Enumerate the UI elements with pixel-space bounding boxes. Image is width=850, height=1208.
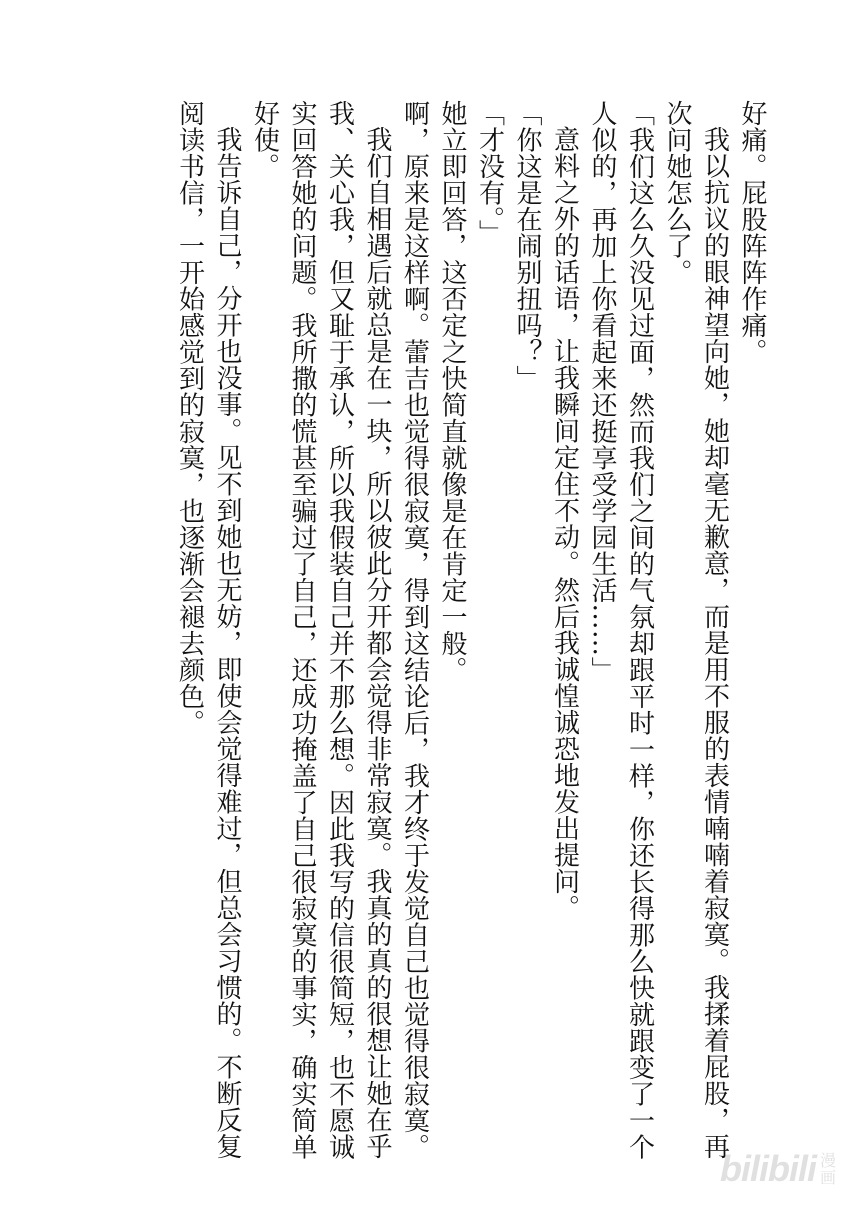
- paragraph: 「你这是在闹别扭吗？」: [512, 100, 542, 392]
- paragraph: 啊，原来是这样啊。蕾吉也觉得很寂寞，得到这结论后，我才终于发觉自己也觉得很寂寞。: [399, 100, 430, 1160]
- paragraph: 我以抗议的眼神望向她，她却毫无歉意，而是用不服的表情喃喃着寂寞。我揉着屁股，再次问她怎么了。: [662, 100, 730, 1160]
- paragraph: 「我们这么久没见过面，然而我们之间的气氛却跟平时一样，你还长得那么快就跟变了一个人似的，再加上你看起来还挺享受学园生活……」: [587, 100, 655, 1160]
- paragraph: 意料之外的话语，让我瞬间定住不动。然后我诚惶诚恐地发出提问。: [549, 126, 580, 921]
- paragraph: 我们自相遇后就总是在一块，所以彼此分开都会觉得非常寂寞。我真的真的很想让她在乎我、关心我，但又耻于承认，所以我假装自己并不那么想。因此我写的信很简短，也不愿诚实回答她的问题。我所撒的慌甚至骗过了自己，还成功掩盖了自己很寂寞的事实，确实简单好使。: [249, 100, 392, 1160]
- bilibili-manga-watermark: [720, 1148, 836, 1190]
- watermark-sub-line1: 漫: [819, 1151, 836, 1170]
- watermark-sub-line2: 画: [819, 1168, 836, 1187]
- paragraph: 好痛。屁股阵阵作痛。: [737, 100, 767, 365]
- paragraph: 她立即回答，这否定之快简直就像是在肯定一般。: [437, 100, 467, 683]
- paragraph: 「才没有。」: [474, 100, 505, 246]
- watermark-sub: [820, 1152, 836, 1186]
- paragraph: 我告诉自己，分开也没事。见不到她也无妨，即使会觉得难过，但总会习惯的。不断反复阅读书信，一开始感觉到的寂寞，也逐渐会褪去颜色。: [174, 100, 242, 1160]
- watermark-brand: bilibili: [719, 1148, 816, 1189]
- vertical-text-column: [170, 100, 770, 1180]
